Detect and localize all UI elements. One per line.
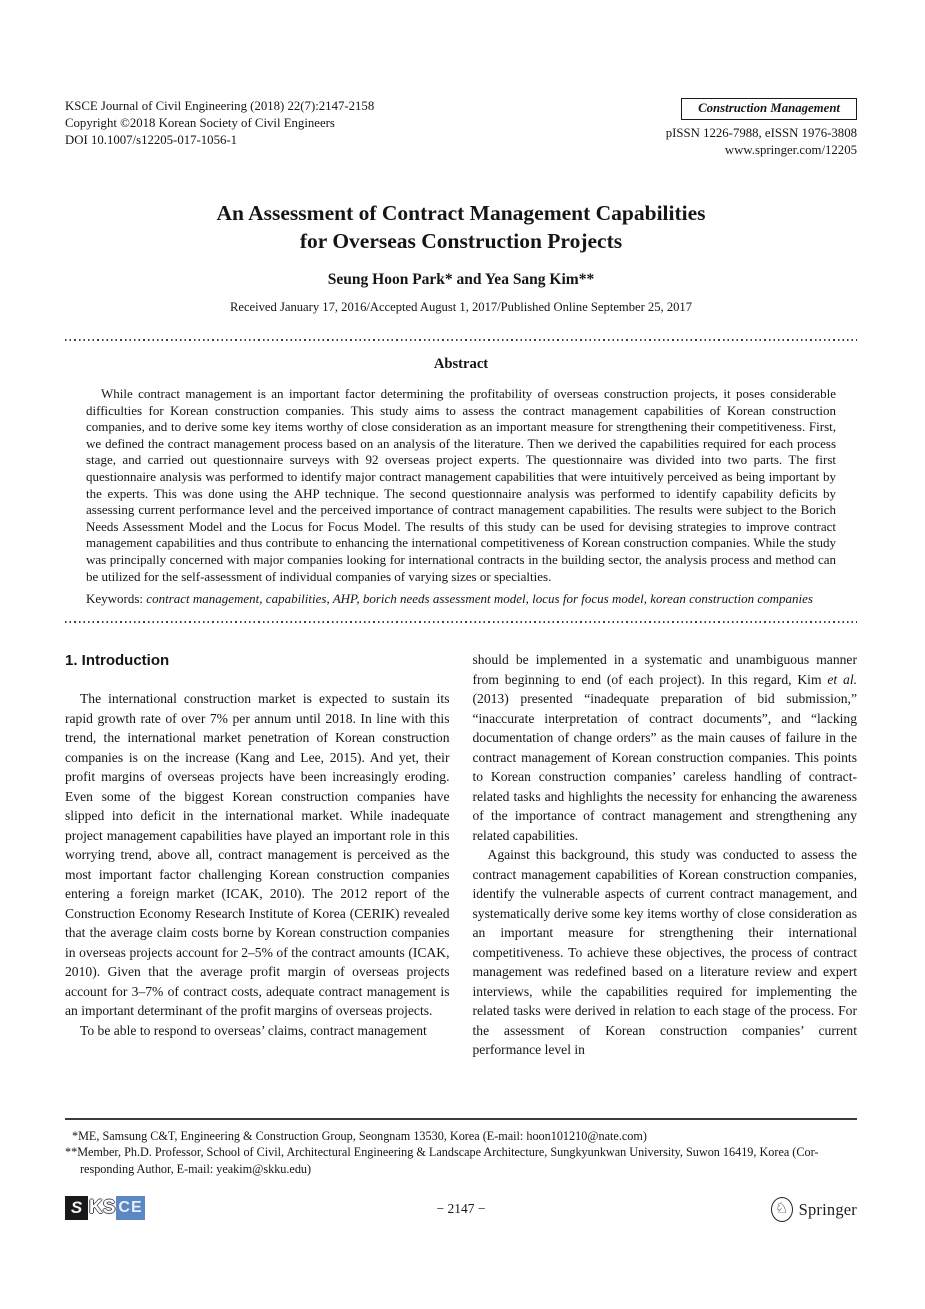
paper-title (65, 199, 857, 255)
footnote-author-1: *ME, Samsung C&T, Engineering & Construction Group, Seongnam 13530, Korea (E-mail: hoon101210@nate.com) (72, 1129, 647, 1143)
springer-logo (771, 1197, 857, 1222)
dotted-divider-top (65, 339, 857, 341)
springer-horse-icon: ♘ (771, 1197, 793, 1222)
footnote-rule (65, 1118, 857, 1120)
footnote-author-2: **Member, Ph.D. Professor, School of Civil, Architectural Engineering & Landscape Architecture, Sungkyunkwan University, Suwon 16419, Korea (Cor- (65, 1145, 819, 1160)
footnote-zone (65, 1118, 857, 1177)
ksce-logo-ks-text: KS (89, 1197, 116, 1218)
abstract-body: While contract management is an important factor determining the profitability of overseas construction projects, it poses considerable difficulties for Korean construction companies. This study aims to assess the contract management capabilities of Korean construction companies, and to derive some key items worthy of close consideration as an important measure for strengthening their competitiveness. First, we defined the contract management process based on an analysis of the literature. Then we derived the capabilities required for each process stage, and carried out questionnaire surveys with 92 overseas project experts. The questionnaire was divided into two parts. The first questionnaire analysis was performed to identify major contract management capabilities that were intuitively perceived as being important by the experts. This was done using the AHP technique. The second questionnaire analysis was performed to identify capability deficits by assessing current performance level and the perceived importance of contract management capabilities. The results were subject to the Borich Needs Assessment Model and the Locus for Focus Model. The results of this study can be used for devising strategies to improve contract management capabilities and thus contribute to enhancing the international competitiveness of Korean construction companies. While the study was principally concerned with major companies looking for international contracts in the building sector, the analysis process and method can be utilized for the self-assessment of individual companies of varying sizes or specialties. (86, 386, 836, 584)
authors-line: Seung Hoon Park* and Yea Sang Kim** (327, 271, 595, 288)
copyright-line: Copyright ©2018 Korean Society of Civil Engineers (65, 116, 335, 130)
keywords-line: Keywords: contract management, capabilities, AHP, borich needs assessment model, locus for focus model, korean construction companies (86, 591, 813, 607)
abstract-heading: Abstract (433, 356, 489, 372)
journal-header (65, 98, 857, 159)
page-footer (65, 1193, 857, 1229)
page-number: − 2147 − (436, 1201, 486, 1216)
received-dates-line: Received January 17, 2016/Accepted August 1, 2017/Published Online September 25, 2017 (229, 300, 693, 314)
publisher-url: www.springer.com/12205 (724, 143, 857, 157)
footnotes (65, 1128, 857, 1177)
intro-paragraph-3: Against this background, this study was conducted to assess the contract management capabilities of Korean construction companies, identify the vulnerable aspects of current contract management, and systematically derive some key items worthy of close consideration as an important measure for strengthening their international competitiveness. To achieve these objectives, the process of contract management was redefined based on a literature review and expert interviews, while the capabilities required for implementing the related tasks were derived in relation to each stage of the process. For the assessment of Korean construction companies’ current performance level in (472, 847, 857, 1058)
body-columns (65, 650, 857, 1060)
section-badge: Construction Management (681, 98, 857, 120)
section-heading-introduction: 1. Introduction (65, 652, 170, 670)
ksce-logo-s-icon: S (65, 1196, 88, 1220)
springer-wordmark: Springer (798, 1199, 857, 1219)
left-column (65, 650, 450, 1060)
intro-paragraph-2-continued: should be implemented in a systematic and unambiguous manner from beginning to end (of each project). In this regard, Kim et al. (2013) presented “inadequate preparation of bid submission,” “inaccurate interpretation of contract documents”, and “lacking documentation of change orders” as the main causes of failure in the contract management of Korean construction companies. This points to Korean construction companies’ careless handling of contract-related tasks and highlights the necessity for enhancing the awareness of the importance of contract management and strengthening any related capabilities. (472, 652, 857, 843)
right-column (473, 650, 858, 1060)
journal-header-right (666, 98, 857, 159)
ksce-logo-ce-text: CE (116, 1196, 144, 1220)
paper-title-line1: An Assessment of Contract Management Capabilities (216, 201, 706, 225)
dotted-divider-bottom (65, 621, 857, 623)
intro-paragraph-1: The international construction market is expected to sustain its rapid growth rate of over 7% per annum until 2018. In line with this trend, the international market penetration of Korean construction companies is on the increase (Kang and Lee, 2015). And yet, their profit margins of overseas projects have been increasingly eroding. Even some of the biggest Korean construction companies have slipped into deficit in the international market. While inadequate project management capabilities have played an important role in this worrying trend, above all, contract management is perceived as the most important factor challenging Korean construction companies entering a foreign market (ICAK, 2010). The 2012 report of the Construction Economy Research Institute of Korea (CERIK) revealed that the average claim costs borne by Korean construction companies in overseas projects account for 2–5% of the contract amounts (ICAK, 2010). Given that the average profit margin of overseas projects account for 3–7% of contract costs, adequate contract management is an important determinant of the profit margins of overseas projects. (65, 691, 450, 1019)
issn-line: pISSN 1226-7988, eISSN 1976-3808 (665, 126, 857, 140)
doi-line: DOI 10.1007/s12205-017-1056-1 (65, 133, 238, 147)
journal-header-left (65, 98, 374, 149)
journal-citation: KSCE Journal of Civil Engineering (2018) 22(7):2147-2158 (65, 99, 375, 113)
paper-title-line2: for Overseas Construction Projects (299, 229, 623, 253)
intro-paragraph-2-start: To be able to respond to overseas’ claims, contract management (80, 1022, 427, 1038)
footnote-author-2-continued: responding Author, E-mail: yeakim@skku.edu) (80, 1161, 312, 1176)
